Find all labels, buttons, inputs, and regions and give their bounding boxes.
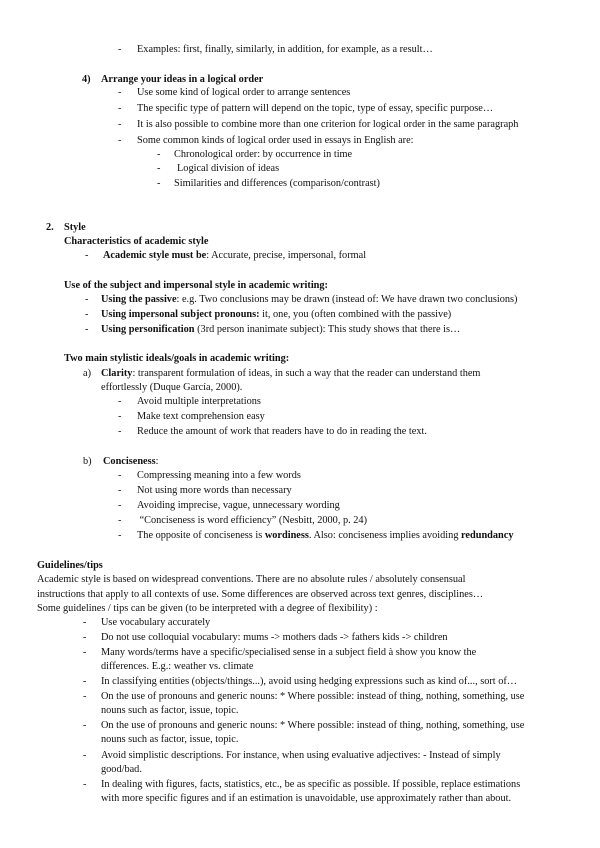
item-text: . Also: conciseness implies avoiding: [308, 530, 462, 541]
list-item: Reduce the amount of work that readers have to do in reading the text.: [137, 426, 427, 437]
item-text: : Accurate, precise, impersonal, formal: [206, 250, 367, 261]
dash-bullet: -: [85, 324, 89, 335]
subsection-heading: Guidelines/tips: [37, 560, 103, 571]
dash-bullet: -: [118, 135, 122, 146]
dash-bullet: -: [85, 294, 89, 305]
paragraph-line: Academic style is based on widespread conventions. There are no absolute rules / absolutely consensual: [37, 574, 466, 585]
list-item: Many words/terms have a specific/specialised sense in a subject field à show you know the: [101, 647, 477, 658]
item-text: it, one, you (often combined with the passive): [259, 309, 452, 320]
list-item: It is also possible to combine more than one criterion for logical order in the same paragraph: [137, 119, 519, 130]
bold-term: Conciseness: [103, 456, 156, 467]
paragraph-line: Some guidelines / tips can be given (to be interpreted with a degree of flexibility) :: [37, 603, 378, 614]
list-item: In classifying entities (objects/things...), avoid using hedging expressions such as kind of..., sort of…: [101, 676, 518, 687]
clarity-paragraph-cont: effortlessly (Duque García, 2000).: [101, 382, 243, 393]
section-title: Arrange your ideas in a logical order: [101, 74, 264, 85]
dash-bullet: -: [118, 485, 122, 496]
list-item: Do not use colloquial vocabulary: mums -> mothers dads -> fathers kids -> children: [101, 632, 448, 643]
dash-bullet: -: [118, 396, 122, 407]
sub-list-item: Chronological order: by occurrence in time: [174, 149, 353, 160]
list-item-cont: differences. E.g.: weather vs. climate: [101, 661, 254, 672]
dash-bullet: -: [118, 103, 122, 114]
bold-term: Using the passive: [101, 294, 177, 305]
section-number: 2.: [46, 222, 54, 233]
list-item: Avoiding imprecise, vague, unnecessary wording: [137, 500, 340, 511]
list-item: Make text comprehension easy: [137, 411, 265, 422]
dash-bullet: -: [157, 149, 161, 160]
dash-bullet: -: [85, 309, 89, 320]
list-item: Some common kinds of logical order used in essays in English are:: [137, 135, 414, 146]
item-label: b): [83, 456, 92, 467]
bold-term: wordiness: [264, 530, 309, 541]
list-item: [101, 293, 517, 306]
dash-bullet: -: [83, 720, 87, 731]
item-label: a): [83, 368, 91, 379]
dash-bullet: -: [118, 515, 122, 526]
subsection-heading: Two main stylistic ideals/goals in academic writing:: [64, 353, 290, 364]
section-title: Style: [64, 222, 86, 233]
dash-bullet: -: [118, 87, 122, 98]
paragraph-line: instructions that apply to all contexts of use. Some differences are observed across text genres, disciplines…: [37, 589, 484, 600]
dash-bullet: -: [83, 779, 87, 790]
list-item-cont: with more specific figures and if an estimation is unavoidable, use approximately rather than about.: [101, 793, 512, 804]
item-text: : e.g. Two conclusions may be drawn (instead of: We have drawn two conclusions): [176, 294, 518, 305]
dash-bullet: -: [118, 426, 122, 437]
item-text: :: [155, 456, 159, 467]
list-item: On the use of pronouns and generic nouns: * Where possible: instead of thing, nothing, something, use: [101, 691, 525, 702]
clarity-paragraph: [101, 367, 480, 380]
list-item: Avoid simplistic descriptions. For instance, when using evaluative adjectives: - Instead of simply: [101, 750, 501, 761]
dash-bullet: -: [118, 119, 122, 130]
list-item: Use vocabulary accurately: [101, 617, 211, 628]
item-text: (3rd person inanimate subject): This study shows that there is…: [194, 324, 461, 335]
list-item: “Conciseness is word efficiency” (Nesbitt, 2000, p. 24): [137, 515, 368, 526]
list-item: On the use of pronouns and generic nouns: * Where possible: instead of thing, nothing, something, use: [101, 720, 525, 731]
dash-bullet: -: [157, 163, 161, 174]
bold-term: redundancy: [461, 530, 514, 541]
dash-bullet: -: [83, 617, 87, 628]
list-item: Not using more words than necessary: [137, 485, 292, 496]
dash-bullet: -: [83, 750, 87, 761]
list-item: Compressing meaning into a few words: [137, 470, 301, 481]
list-item: [137, 529, 514, 542]
list-item: Avoid multiple interpretations: [137, 396, 261, 407]
dash-bullet: -: [118, 530, 122, 541]
dash-bullet: -: [157, 178, 161, 189]
dash-bullet: -: [118, 44, 122, 55]
dash-bullet: -: [83, 676, 87, 687]
list-item: [103, 249, 366, 262]
item-text: The opposite of conciseness is: [137, 530, 265, 541]
bold-term: Using impersonal subject pronouns:: [101, 309, 260, 320]
list-item: [101, 323, 460, 336]
bold-term: Academic style must be: [103, 250, 207, 261]
list-item: Use some kind of logical order to arrange sentences: [137, 87, 351, 98]
list-item-cont: good/bad.: [101, 764, 142, 775]
section-number: 4): [82, 74, 91, 85]
conciseness-heading: [103, 455, 159, 468]
list-item: The specific type of pattern will depend on the topic, type of essay, specific purpose…: [137, 103, 494, 114]
subsection-heading: Characteristics of academic style: [64, 236, 209, 247]
dash-bullet: -: [118, 470, 122, 481]
bold-term: Using personification: [101, 324, 195, 335]
dash-bullet: -: [83, 691, 87, 702]
sub-list-item: Similarities and differences (comparison/contrast): [174, 178, 380, 189]
dash-bullet: -: [85, 250, 89, 261]
list-item: [101, 308, 451, 321]
list-item-cont: nouns such as factor, issue, topic.: [101, 705, 239, 716]
dash-bullet: -: [118, 500, 122, 511]
list-item: In dealing with figures, facts, statistics, etc., be as specific as possible. If possible, replace estimations: [101, 779, 521, 790]
dash-bullet: -: [83, 647, 87, 658]
item-text: : transparent formulation of ideas, in such a way that the reader can understand them: [132, 368, 481, 379]
dash-bullet: -: [118, 411, 122, 422]
list-item-cont: nouns such as factor, issue, topic.: [101, 734, 239, 745]
dash-bullet: -: [83, 632, 87, 643]
list-item: Examples: first, finally, similarly, in addition, for example, as a result…: [137, 44, 433, 55]
sub-list-item: Logical division of ideas: [177, 163, 280, 174]
bold-term: Clarity: [101, 368, 133, 379]
subsection-heading: Use of the subject and impersonal style in academic writing:: [64, 280, 328, 291]
